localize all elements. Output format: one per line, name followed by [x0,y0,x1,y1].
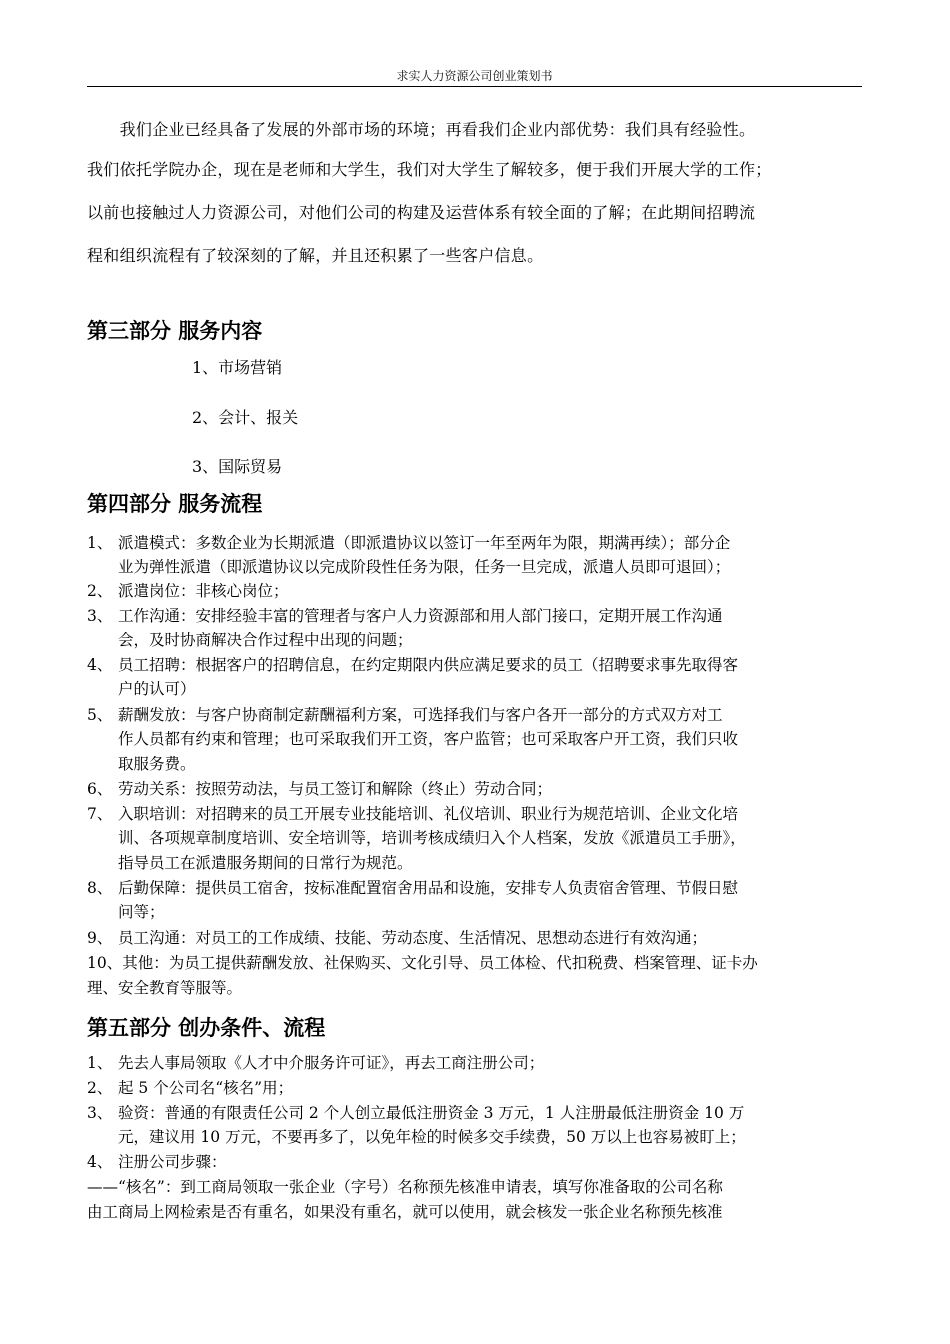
section-heading-service-process: 第四部分 服务流程 [87,492,263,516]
item-number: 3、 [87,607,113,625]
process-item [87,533,862,553]
process-item-continuation: 理、安全教育等服等。 [87,979,243,997]
item-number: 9、 [87,929,113,947]
process-item-continuation: 取服务费。 [118,755,196,773]
item-number: 8、 [87,879,113,897]
item-text: 薪酬发放：与客户协商制定薪酬福利方案，可选择我们与客户各开一部分的方式双方对工 [118,706,723,724]
item-text: 其他：为员工提供薪酬发放、社保购买、文化引导、员工体检、代扣税费、档案管理、证卡办 [122,954,758,972]
process-item-continuation: 户的认可） [118,680,196,698]
process-item [87,928,862,948]
setup-item [87,1152,862,1172]
item-text: 先去人事局领取《人才中介服务许可证》，再去工商注册公司； [118,1054,545,1072]
item-text: 起 5 个公司名“核名”用； [118,1079,294,1097]
process-item [87,779,862,799]
item-number: 2、 [87,1079,113,1097]
item-number: 4、 [87,656,113,674]
item-text: 验资：普通的有限责任公司 2 个人创立最低注册资金 3 万元，1 人注册最低注册资金 10 万 [118,1104,745,1122]
service-item: 1、市场营销 [192,358,283,377]
item-number: 1、 [87,534,113,552]
process-item-continuation: 业为弹性派遣（即派遣协议以完成阶段性任务为限，任务一旦完成，派遣人员即可退回）； [118,558,731,576]
process-item-continuation: 会，及时协商解决合作过程中出现的问题； [118,631,413,649]
item-text: 派遣模式：多数企业为长期派遣（即派遣协议以签订一年至两年为限，期满再续）；部分企 [118,534,731,552]
process-item-continuation: 指导员工在派遣服务期间的日常行为规范。 [118,854,413,872]
section-heading-service-content: 第三部分 服务内容 [87,319,263,343]
item-text: 派遣岗位：非核心岗位； [118,582,289,600]
process-item [87,655,862,675]
item-text: 后勤保障：提供员工宿舍，按标准配置宿舍用品和设施，安排专人负责宿舍管理、节假日慰 [118,879,739,897]
setup-detail-line: ——“核名”：到工商局领取一张企业（字号）名称预先核准申请表，填写你准备取的公司名称 [87,1178,723,1196]
setup-item [87,1078,862,1098]
item-number: 3、 [87,1104,113,1122]
item-number: 10、 [87,954,123,972]
item-number: 6、 [87,780,113,798]
header-divider [87,86,862,87]
item-number: 4、 [87,1153,113,1171]
process-item [87,878,862,898]
item-text: 入职培训：对招聘来的员工开展专业技能培训、礼仪培训、职业行为规范培训、企业文化培 [118,805,739,823]
process-item [87,705,862,725]
item-text: 员工招聘：根据客户的招聘信息，在约定期限内供应满足要求的员工（招聘要求事先取得客 [118,656,739,674]
section-heading-setup-conditions: 第五部分 创办条件、流程 [87,1016,326,1040]
setup-item [87,1053,862,1073]
service-item: 2、会计、报关 [192,408,299,427]
intro-line: 程和组织流程有了较深刻的了解，并且还积累了一些客户信息。 [87,246,544,265]
item-text: 劳动关系：按照劳动法，与员工签订和解除（终止）劳动合同； [118,780,553,798]
service-item: 3、国际贸易 [192,457,283,476]
process-item-continuation: 作人员都有约束和管理；也可采取我们开工资，客户监管；也可采取客户开工资，我们只收 [118,730,739,748]
process-item-continuation: 问等； [118,903,165,921]
setup-detail-line: 由工商局上网检索是否有重名，如果没有重名，就可以使用，就会核发一张企业名称预先核准 [87,1203,723,1221]
item-number: 2、 [87,582,113,600]
page-header-title: 求实人力资源公司创业策划书 [396,69,553,83]
process-item [87,953,862,973]
process-item [87,804,862,824]
process-item [87,606,862,626]
intro-line: 我们企业已经具备了发展的外部市场的环境；再看我们企业内部优势：我们具有经验性。 [87,120,756,139]
intro-line: 我们依托学院办企，现在是老师和大学生，我们对大学生了解较多，便于我们开展大学的工作； [87,160,772,179]
process-item [87,581,862,601]
setup-item-continuation: 元，建议用 10 万元，不要再多了，以免年检的时候多交手续费，50 万以上也容易被盯上； [118,1128,746,1146]
item-number: 5、 [87,706,113,724]
item-number: 1、 [87,1054,113,1072]
setup-item [87,1103,862,1123]
item-number: 7、 [87,805,113,823]
item-text: 注册公司步骤： [118,1153,227,1171]
item-text: 工作沟通：安排经验丰富的管理者与客户人力资源部和用人部门接口，定期开展工作沟通 [118,607,723,625]
item-text: 员工沟通：对员工的工作成绩、技能、劳动态度、生活情况、思想动态进行有效沟通； [118,929,708,947]
process-item-continuation: 训、各项规章制度培训、安全培训等，培训考核成绩归入个人档案，发放《派遣员工手册》， [118,829,746,847]
intro-line: 以前也接触过人力资源公司，对他们公司的构建及运营体系有较全面的了解；在此期间招聘流 [87,203,756,222]
